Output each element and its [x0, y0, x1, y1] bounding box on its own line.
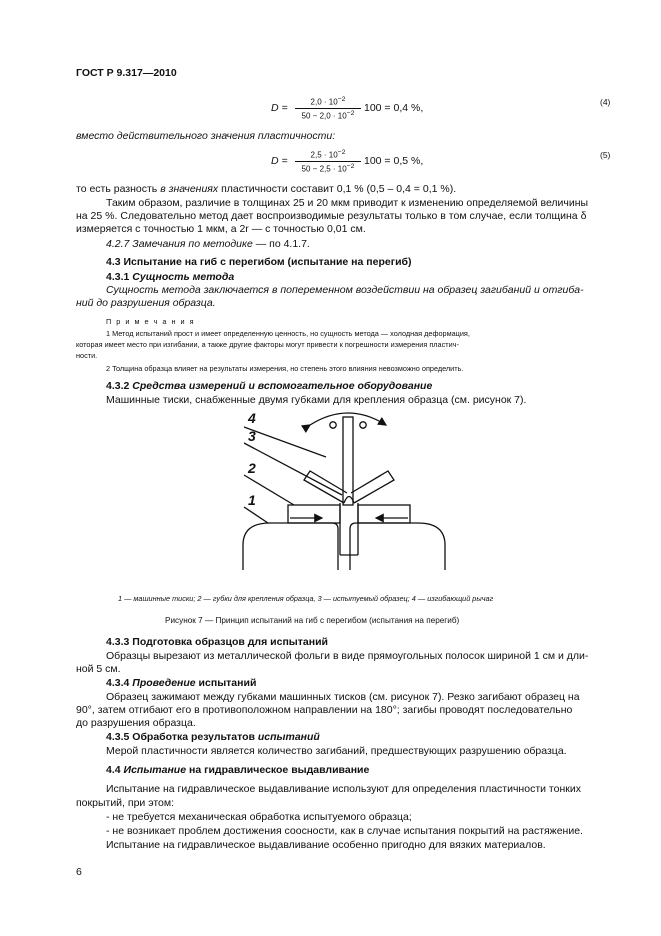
s44-title: Испытание	[123, 764, 187, 776]
s431-line-1: Сущность метода заключается в попеременном воздействии на образец загибаний и отгиба-	[106, 284, 584, 296]
note-2: 2 Толщина образца влияет на результаты измерения, но степень этого влияния невозможно определить.	[106, 364, 464, 373]
para2-line-3: измеряется с точностью 1 мкм, а 2r — с точностью 0,01 см.	[76, 223, 366, 235]
note-1-line-3: ности.	[76, 351, 98, 360]
leader-3	[244, 443, 342, 495]
s427-title: 4.2.7 Замечания по методике	[106, 238, 253, 250]
para1-italic: в значениях	[160, 183, 219, 195]
difference-paragraph	[76, 183, 456, 196]
para2-line-2: на 25 %. Следовательно метод дает воспроизводимые результаты только в том случае, если толщина δ	[76, 210, 587, 222]
lever-pin-right	[360, 422, 366, 428]
s431-num: 4.3.1	[106, 271, 133, 283]
lever-pin-left	[330, 422, 336, 428]
vise-right	[350, 523, 445, 570]
leader-1	[244, 507, 268, 523]
section-4-4-heading	[106, 764, 369, 777]
s435-text: Мерой пластичности является количество загибаний, предшествующих разрушению образца.	[106, 745, 567, 757]
specimen-bent-right	[351, 471, 394, 503]
note-1-line-1: 1 Метод испытаний прост и имеет определенную ценность, но сущность метода — холодная деформация,	[106, 329, 470, 338]
figure-caption: Рисунок 7 — Принцип испытаний на гиб с перегибом (испытания на перегиб)	[165, 616, 460, 625]
eq5-num-exp: −2	[337, 149, 346, 156]
jaw-left	[288, 505, 340, 523]
s434-title: Проведение	[132, 677, 196, 689]
s433-line-1: Образцы вырезают из металлической фольги в виде прямоугольных полосок шириной 1 см и дли-	[106, 650, 589, 662]
s44-line-1: Испытание на гидравлическое выдавливание используют для определения пластичности тонких	[106, 783, 581, 795]
section-4-3-3-heading: 4.3.3 Подготовка образцов для испытаний	[106, 636, 328, 648]
figure-7-diagram	[230, 405, 460, 580]
eq5-denominator: 50 − 2,5 · 10	[301, 164, 347, 174]
eq5-numerator: 2,5 · 10	[310, 150, 338, 160]
s44-line-5: Испытание на гидравлическое выдавливание особенно пригодно для вязких материалов.	[106, 839, 546, 851]
section-4-3-heading: 4.3 Испытание на гиб с перегибом (испытание на перегиб)	[106, 256, 412, 268]
s433-line-2: ной 5 см.	[76, 663, 121, 675]
eq5-rhs: 100 = 0,5 %,	[364, 155, 424, 167]
eq4-lhs: D =	[271, 102, 288, 114]
note-1-line-2: которая имеет место при изгибании, а также другие факторы могут привести к погрешности измерения пластич-	[76, 340, 459, 349]
s432-num: 4.3.2	[106, 380, 133, 392]
eq5-number: (5)	[600, 150, 611, 160]
label-2: 2	[248, 460, 256, 476]
section-4-2-7	[106, 238, 310, 251]
eq4-fraction	[295, 96, 361, 120]
eq4-rhs: 100 = 0,4 %,	[364, 102, 424, 114]
para1-pre: то есть разность	[76, 183, 161, 195]
vise-left	[243, 523, 338, 570]
label-3: 3	[248, 428, 256, 444]
s435-num: 4.3.5 Обработка результатов	[106, 731, 258, 743]
s434-num: 4.3.4	[106, 677, 133, 689]
section-4-3-4-heading	[106, 677, 256, 690]
figure-legend: 1 — машинные тиски; 2 — губки для крепления образца, 3 — испытуемый образец; 4 — изгибающий рычаг	[118, 594, 494, 603]
eq4-numerator: 2,0 · 10	[310, 97, 338, 107]
instead-line: вместо действительного значения пластичности:	[76, 130, 336, 142]
para2-line-1: Таким образом, различие в толщинах 25 и 20 мкм приводит к изменению определяемой величины	[106, 197, 589, 209]
eq5-fraction	[295, 149, 361, 173]
s427-ref: — по 4.1.7.	[252, 238, 310, 250]
jaw-right	[358, 505, 410, 523]
s44-post: на гидравлическое выдавливание	[186, 764, 370, 776]
s431-title: Сущность метода	[132, 271, 235, 283]
s432-title: Средства измерений и вспомогательное оборудование	[132, 380, 433, 392]
doc-header-id: ГОСТ Р 9.317—2010	[76, 67, 177, 79]
section-4-3-1-heading	[106, 271, 234, 284]
label-4: 4	[248, 410, 256, 426]
section-4-3-5-heading	[106, 731, 320, 744]
s435-title: испытаний	[257, 731, 320, 743]
eq4-num-exp: −2	[337, 96, 346, 103]
s44-num: 4.4	[106, 764, 124, 776]
eq4-den-exp: −2	[346, 109, 355, 117]
eq5-lhs: D =	[271, 155, 288, 167]
leader-4	[244, 427, 326, 457]
para1-post: пластичности составит 0,1 % (0,5 – 0,4 = 0,1 %).	[218, 183, 457, 195]
s434-post: испытаний	[195, 677, 257, 689]
eq5-den-exp: −2	[346, 162, 355, 170]
eq4-number: (4)	[600, 97, 611, 107]
s434-line-1: Образец зажимают между губками машинных тисков (см. рисунок 7). Резко загибают образец на	[106, 691, 580, 703]
notes-title: П р и м е ч а н и я	[106, 317, 196, 326]
s431-line-2: ний до разрушения образца.	[76, 297, 216, 309]
specimen-bent-left	[304, 471, 347, 503]
section-4-3-2-heading	[106, 380, 432, 393]
eq4-denominator: 50 − 2,0 · 10	[301, 111, 347, 121]
s44-line-2: покрытий, при этом:	[76, 797, 174, 809]
s432-text: Машинные тиски, снабженные двумя губками для крепления образца (см. рисунок 7).	[106, 394, 527, 406]
s434-line-3: до разрушения образца.	[76, 717, 196, 729]
s44-bullet-1: - не требуется механическая обработка испытуемого образца;	[106, 811, 412, 823]
rotation-arrow	[310, 413, 386, 425]
label-1: 1	[248, 492, 256, 508]
page-number: 6	[76, 866, 82, 878]
s44-bullet-2: - не возникает проблем достижения соосности, как в случае испытания покрытий на растяжение.	[106, 825, 583, 837]
s434-line-2: 90°, затем отгибают его в противоположном направлении на 180°; загибы проводят последовательно	[76, 704, 573, 716]
